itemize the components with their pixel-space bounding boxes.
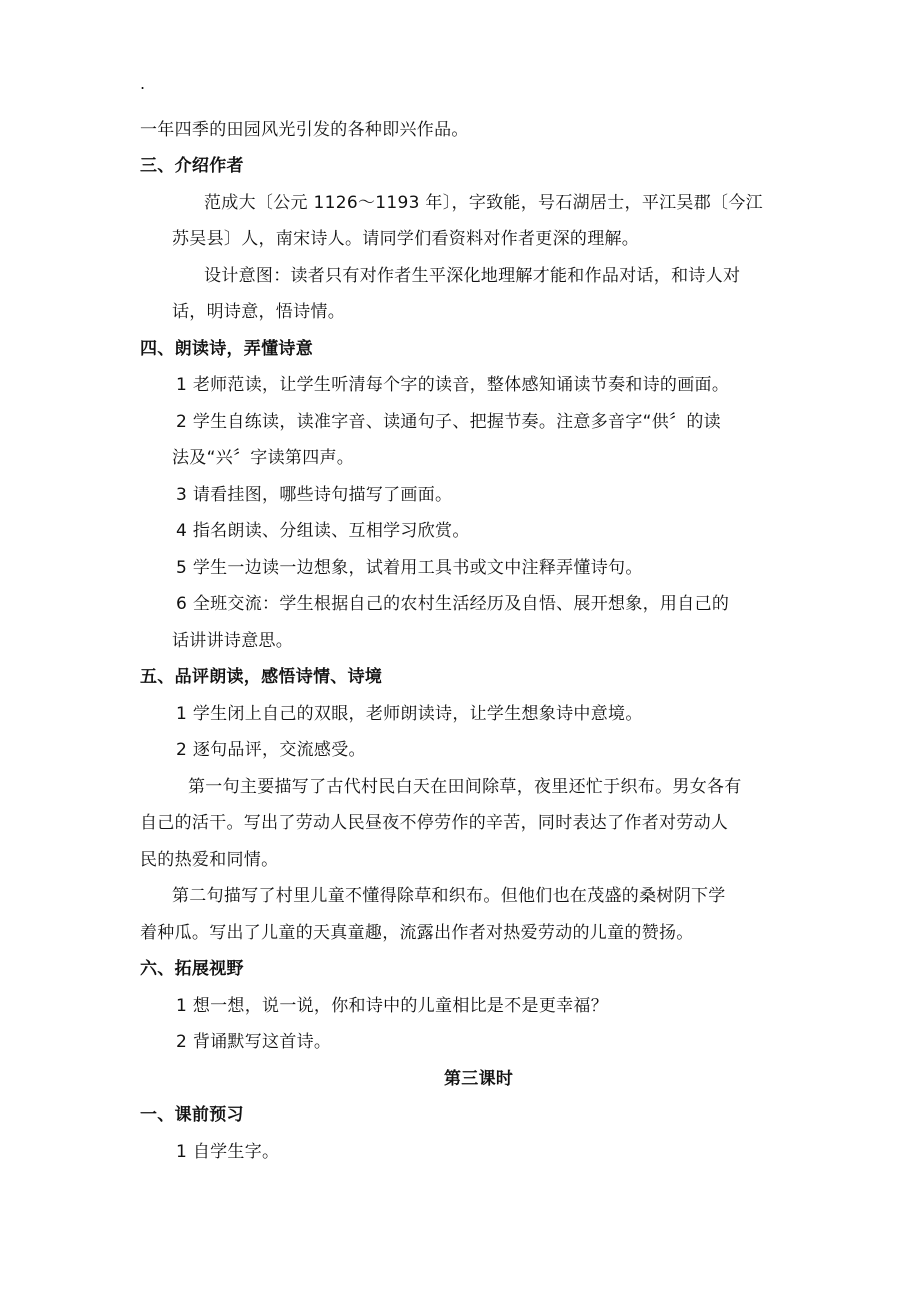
- list-item: 2 背诵默写这首诗。: [176, 1032, 332, 1052]
- list-item: 1 自学生字。: [176, 1142, 280, 1162]
- section-heading: 四、朗读诗，弄懂诗意: [140, 339, 313, 359]
- body-text: 自己的活干。写出了劳动人民昼夜不停劳作的辛苦，同时表达了作者对劳动人: [140, 813, 729, 833]
- section-heading: 六、拓展视野: [140, 959, 244, 979]
- list-item: 1 老师范读，让学生听清每个字的读音，整体感知诵读节奏和诗的画面。: [176, 375, 730, 395]
- body-text: 第二句描写了村里儿童不懂得除草和织布。但他们也在茂盛的桑树阴下学: [172, 886, 726, 906]
- list-item: 2 学生自练读，读准字音、读通句子、把握节奏。注意多音字“供〞的读: [176, 412, 721, 432]
- lesson-title: 第三课时: [444, 1069, 514, 1089]
- section-heading: 一、课前预习: [140, 1105, 244, 1125]
- list-item: 1 学生闭上自己的双眼，老师朗读诗，让学生想象诗中意境。: [176, 704, 643, 724]
- body-text: 民的热爱和同情。: [140, 850, 279, 870]
- body-text: 法及“兴〞字读第四声。: [172, 448, 355, 468]
- body-text: 第一句主要描写了古代村民白天在田间除草，夜里还忙于织布。男女各有: [188, 777, 742, 797]
- list-item: 4 指名朗读、分组读、互相学习欣赏。: [176, 521, 470, 541]
- section-heading: 五、品评朗读，感悟诗情、诗境: [140, 667, 383, 687]
- body-text: 范成大〔公元 1126～1193 年〕，字致能，号石湖居士，平江吴郡〔今江: [204, 193, 763, 213]
- body-text: 话讲讲诗意思。: [172, 631, 294, 651]
- body-text: 着种瓜。写出了儿童的天真童趣，流露出作者对热爱劳动的儿童的赞扬。: [140, 923, 694, 943]
- list-item: 3 请看挂图，哪些诗句描写了画面。: [176, 485, 453, 505]
- list-item: 1 想一想，说一说，你和诗中的儿童相比是不是更幸福？: [176, 996, 609, 1016]
- list-item: 5 学生一边读一边想象，试着用工具书或文中注释弄懂诗句。: [176, 558, 643, 578]
- body-text: 一年四季的田园风光引发的各种即兴作品。: [140, 120, 469, 140]
- body-text: 设计意图：读者只有对作者生平深化地理解才能和作品对话，和诗人对: [204, 266, 741, 286]
- section-heading: 三、介绍作者: [140, 156, 244, 176]
- list-item: 2 逐句品评，交流感受。: [176, 740, 366, 760]
- list-item: 6 全班交流：学生根据自己的农村生活经历及自悟、展开想象，用自己的: [176, 594, 730, 614]
- page-dot: .: [140, 74, 146, 93]
- body-text: 话，明诗意，悟诗情。: [172, 302, 345, 322]
- body-text: 苏吴县〕人，南宋诗人。请同学们看资料对作者更深的理解。: [172, 229, 640, 249]
